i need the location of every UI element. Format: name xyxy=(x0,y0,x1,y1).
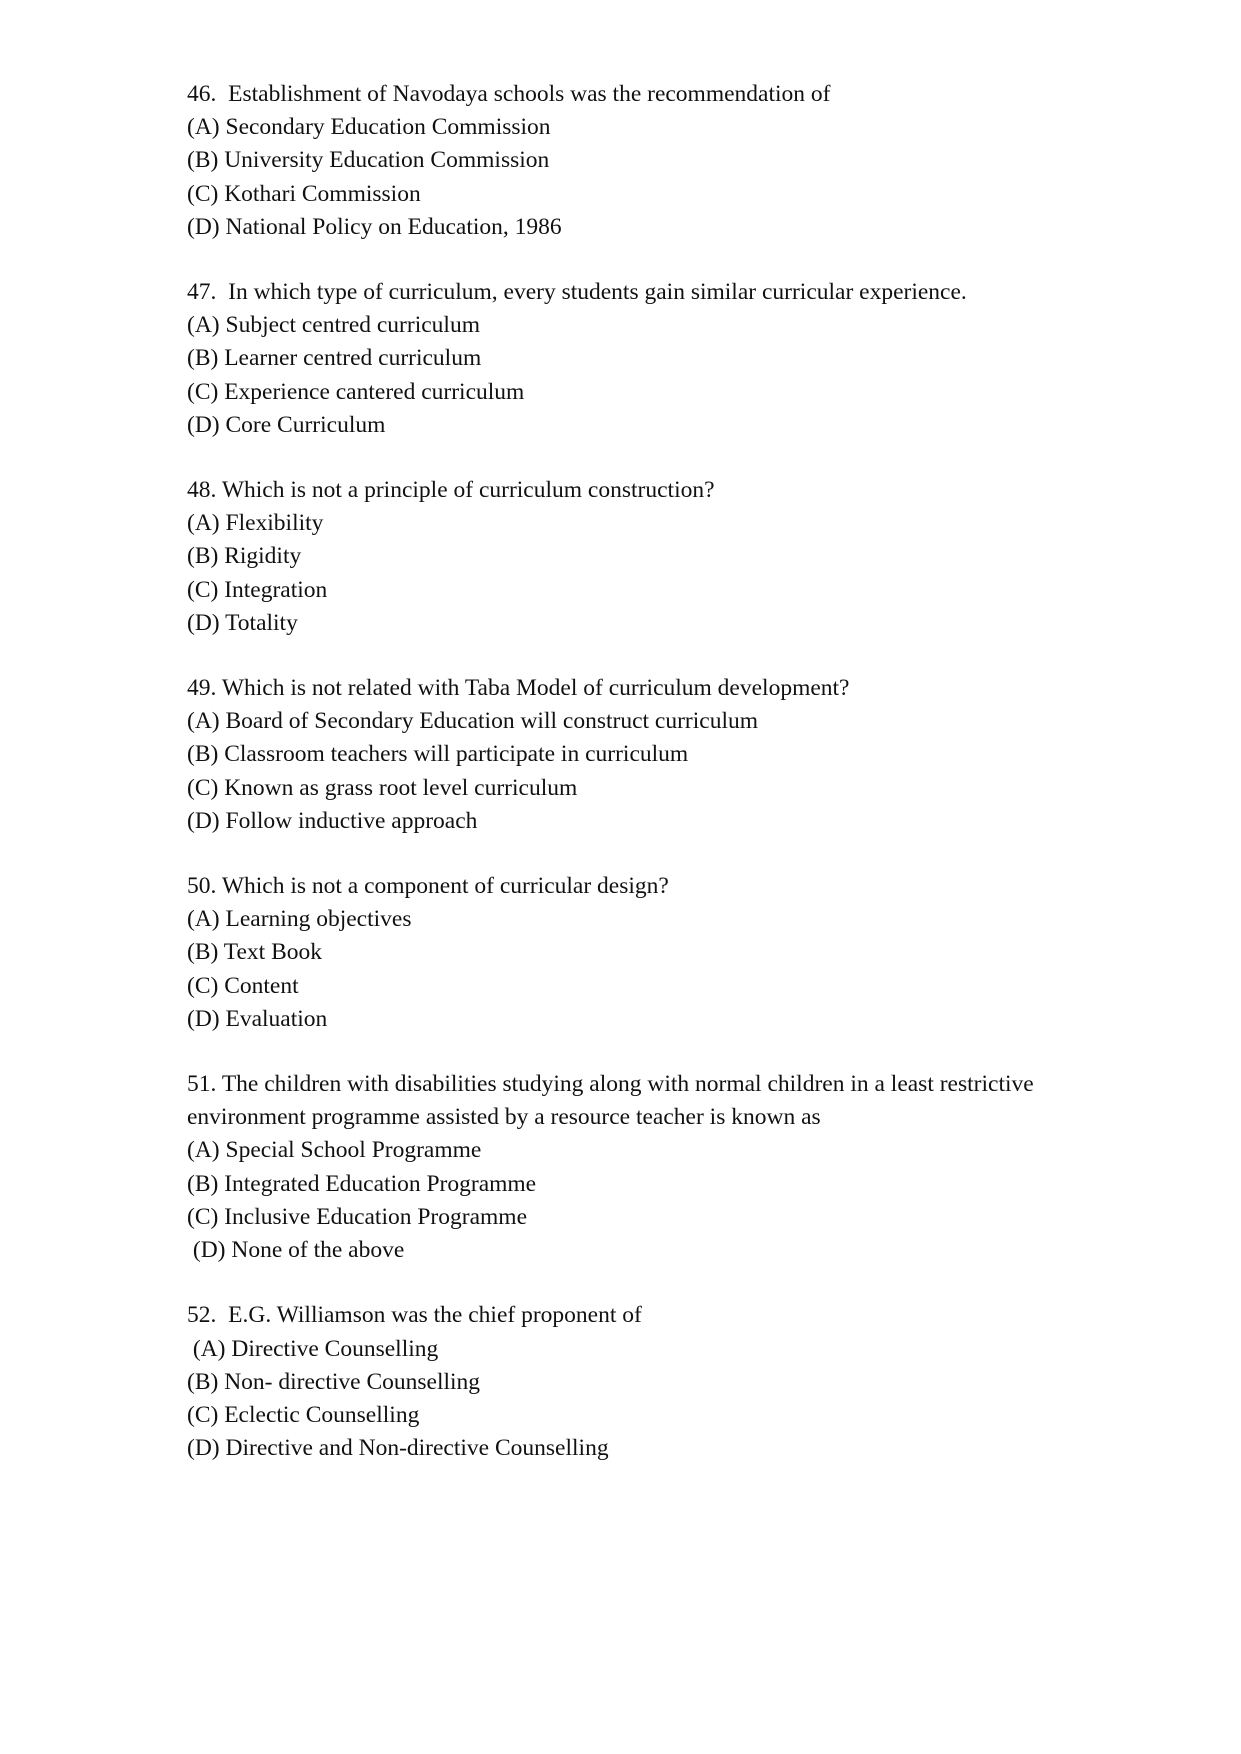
option-d: (D) Evaluation xyxy=(187,1005,328,1032)
option-d: (D) Totality xyxy=(187,609,298,636)
option-b: (B) Integrated Education Programme xyxy=(187,1170,537,1197)
question-46 xyxy=(187,78,1147,244)
question-stem: 52. E.G. Williamson was the chief proponent of xyxy=(187,1302,642,1329)
question-51 xyxy=(187,1068,1147,1267)
question-paper-page xyxy=(187,78,1147,1497)
option-c: (C) Experience cantered curriculum xyxy=(187,378,525,405)
option-d: (D) National Policy on Education, 1986 xyxy=(187,213,562,240)
option-a: (A) Subject centred curriculum xyxy=(187,312,480,339)
question-stem: 50. Which is not a component of curricular design? xyxy=(187,873,669,900)
option-b: (B) Text Book xyxy=(187,939,322,966)
option-c: (C) Kothari Commission xyxy=(187,180,421,207)
option-d: (D) Directive and Non-directive Counselling xyxy=(187,1435,609,1462)
option-a: (A) Special School Programme xyxy=(187,1137,482,1164)
option-b: (B) Rigidity xyxy=(187,543,302,570)
option-a: (A) Secondary Education Commission xyxy=(187,114,551,141)
option-b: (B) Classroom teachers will participate in curriculum xyxy=(187,741,689,768)
question-47 xyxy=(187,276,1147,442)
option-b: (B) University Education Commission xyxy=(187,147,550,174)
question-48 xyxy=(187,474,1147,640)
question-stem: 48. Which is not a principle of curriculum construction? xyxy=(187,477,715,504)
option-c: (C) Known as grass root level curriculum xyxy=(187,774,578,801)
question-stem-line-2: environment programme assisted by a resource teacher is known as xyxy=(187,1104,821,1131)
option-d: (D) Follow inductive approach xyxy=(187,807,478,834)
option-c: (C) Content xyxy=(187,972,299,999)
option-c: (C) Eclectic Counselling xyxy=(187,1401,420,1428)
option-a: (A) Board of Secondary Education will construct curriculum xyxy=(187,708,759,735)
question-stem-line-1: 51. The children with disabilities studying along with normal children in a least restrictive xyxy=(187,1071,1034,1098)
question-stem: 46. Establishment of Navodaya schools was the recommendation of xyxy=(187,81,831,107)
option-d: (D) Core Curriculum xyxy=(187,411,386,438)
question-stem: 49. Which is not related with Taba Model of curriculum development? xyxy=(187,675,850,702)
option-c: (C) Integration xyxy=(187,576,328,603)
option-a: (A) Flexibility xyxy=(187,510,324,537)
question-50 xyxy=(187,870,1147,1036)
option-b: (B) Non- directive Counselling xyxy=(187,1368,481,1395)
option-d: (D) None of the above xyxy=(187,1237,405,1264)
option-a: (A) Directive Counselling xyxy=(187,1335,439,1362)
question-52 xyxy=(187,1299,1147,1465)
question-49 xyxy=(187,672,1147,838)
option-a: (A) Learning objectives xyxy=(187,906,412,933)
question-stem: 47. In which type of curriculum, every students gain similar curricular experience. xyxy=(187,279,967,306)
option-c: (C) Inclusive Education Programme xyxy=(187,1203,528,1230)
option-b: (B) Learner centred curriculum xyxy=(187,345,482,372)
